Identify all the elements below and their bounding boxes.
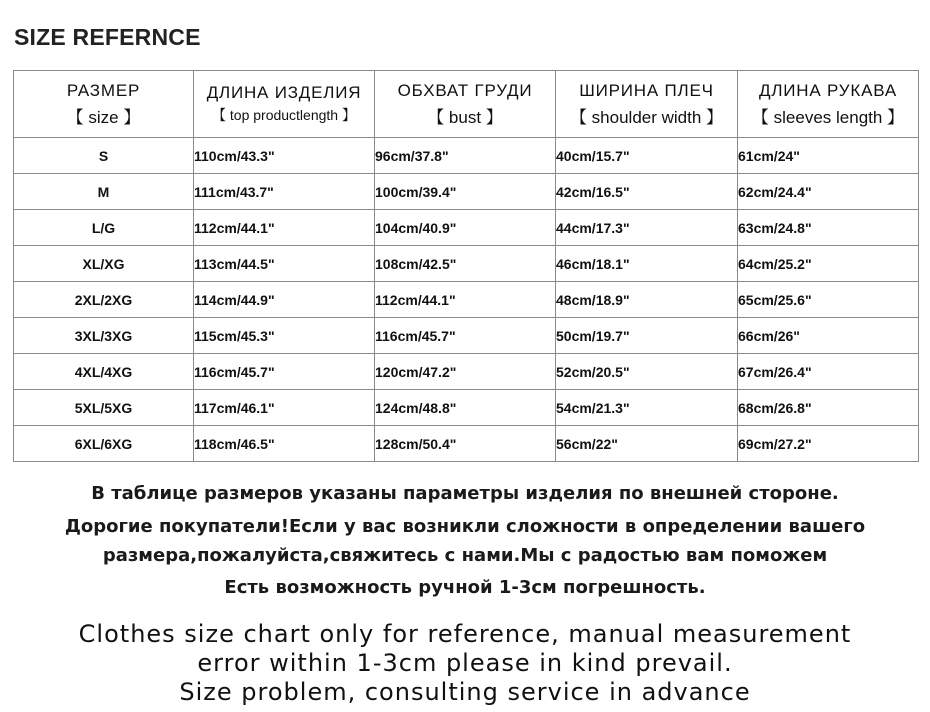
cell-length: 116cm/45.7" — [194, 354, 375, 390]
table-row — [14, 246, 919, 282]
cell-sleeve: 67cm/26.4" — [738, 354, 919, 390]
cell-sleeve: 64cm/25.2" — [738, 246, 919, 282]
cell-sleeve: 66cm/26" — [738, 318, 919, 354]
cell-length: 110cm/43.3" — [194, 138, 375, 174]
cell-size: 2XL/2XG — [14, 282, 194, 318]
table-row — [14, 138, 919, 174]
cell-size: 5XL/5XG — [14, 390, 194, 426]
cell-shoulder: 46cm/18.1" — [556, 246, 738, 282]
page-title: SIZE REFERNCE — [14, 24, 201, 50]
cell-bust: 108cm/42.5" — [375, 246, 556, 282]
table-row — [14, 318, 919, 354]
table-row — [14, 354, 919, 390]
note-en-line: Clothes size chart only for reference, manual measurement — [78, 620, 852, 648]
header-sublabel: 【 bust 】 — [427, 107, 503, 127]
note-en-line: error within 1-3cm please in kind prevail. — [197, 649, 733, 677]
cell-sleeve: 68cm/26.8" — [738, 390, 919, 426]
cell-shoulder: 52cm/20.5" — [556, 354, 738, 390]
cell-size: 3XL/3XG — [14, 318, 194, 354]
header-label: ОБХВАТ ГРУДИ — [397, 80, 533, 100]
cell-length: 118cm/46.5" — [194, 426, 375, 462]
cell-length: 115cm/45.3" — [194, 318, 375, 354]
cell-sleeve: 61cm/24" — [738, 138, 919, 174]
cell-shoulder: 50cm/19.7" — [556, 318, 738, 354]
header-length — [194, 71, 375, 138]
header-sublabel: 【 sleeves length 】 — [751, 107, 905, 127]
size-table — [13, 70, 919, 462]
header-label: ШИРИНА ПЛЕЧ — [579, 80, 714, 100]
cell-size: S — [14, 138, 194, 174]
cell-bust: 112cm/44.1" — [375, 282, 556, 318]
note-ru-line: Дорогие покупатели!Если у вас возникли сложности в определении вашего — [64, 516, 866, 537]
cell-shoulder: 48cm/18.9" — [556, 282, 738, 318]
cell-sleeve: 69cm/27.2" — [738, 426, 919, 462]
cell-size: XL/XG — [14, 246, 194, 282]
header-bust — [375, 71, 556, 138]
cell-size: M — [14, 174, 194, 210]
cell-shoulder: 40cm/15.7" — [556, 138, 738, 174]
cell-sleeve: 65cm/25.6" — [738, 282, 919, 318]
table-row — [14, 390, 919, 426]
cell-length: 114cm/44.9" — [194, 282, 375, 318]
table-row — [14, 174, 919, 210]
cell-bust: 116cm/45.7" — [375, 318, 556, 354]
header-label: ДЛИНА РУКАВА — [759, 80, 897, 100]
cell-bust: 120cm/47.2" — [375, 354, 556, 390]
note-en-line: Size problem, consulting service in advance — [179, 678, 751, 706]
header-size — [14, 71, 194, 138]
cell-length: 117cm/46.1" — [194, 390, 375, 426]
cell-size: 4XL/4XG — [14, 354, 194, 390]
note-ru-line: В таблице размеров указаны параметры изделия по внешней стороне. — [91, 483, 839, 504]
cell-bust: 124cm/48.8" — [375, 390, 556, 426]
table-header-row — [14, 71, 919, 138]
cell-length: 113cm/44.5" — [194, 246, 375, 282]
header-label: РАЗМЕР — [66, 80, 141, 100]
note-ru-line: размера,пожалуйста,свяжитесь с нами.Мы с радостью вам поможем — [102, 545, 828, 566]
cell-shoulder: 56cm/22" — [556, 426, 738, 462]
header-sublabel: 【 shoulder width 】 — [569, 107, 724, 127]
cell-bust: 96cm/37.8" — [375, 138, 556, 174]
cell-sleeve: 62cm/24.4" — [738, 174, 919, 210]
cell-size: 6XL/6XG — [14, 426, 194, 462]
cell-bust: 100cm/39.4" — [375, 174, 556, 210]
cell-bust: 104cm/40.9" — [375, 210, 556, 246]
cell-length: 112cm/44.1" — [194, 210, 375, 246]
table-row — [14, 282, 919, 318]
cell-shoulder: 44cm/17.3" — [556, 210, 738, 246]
table-row — [14, 210, 919, 246]
header-label: ДЛИНА ИЗДЕЛИЯ — [206, 83, 362, 102]
cell-shoulder: 42cm/16.5" — [556, 174, 738, 210]
table-row — [14, 426, 919, 462]
cell-size: L/G — [14, 210, 194, 246]
cell-length: 111cm/43.7" — [194, 174, 375, 210]
header-sublabel: 【 top productlength 】 — [212, 107, 356, 123]
header-sleeve — [738, 71, 919, 138]
header-shoulder — [556, 71, 738, 138]
cell-shoulder: 54cm/21.3" — [556, 390, 738, 426]
header-sublabel: 【 size 】 — [66, 107, 141, 127]
note-ru-line: Есть возможность ручной 1-3см погрешность. — [224, 577, 706, 598]
cell-bust: 128cm/50.4" — [375, 426, 556, 462]
cell-sleeve: 63cm/24.8" — [738, 210, 919, 246]
